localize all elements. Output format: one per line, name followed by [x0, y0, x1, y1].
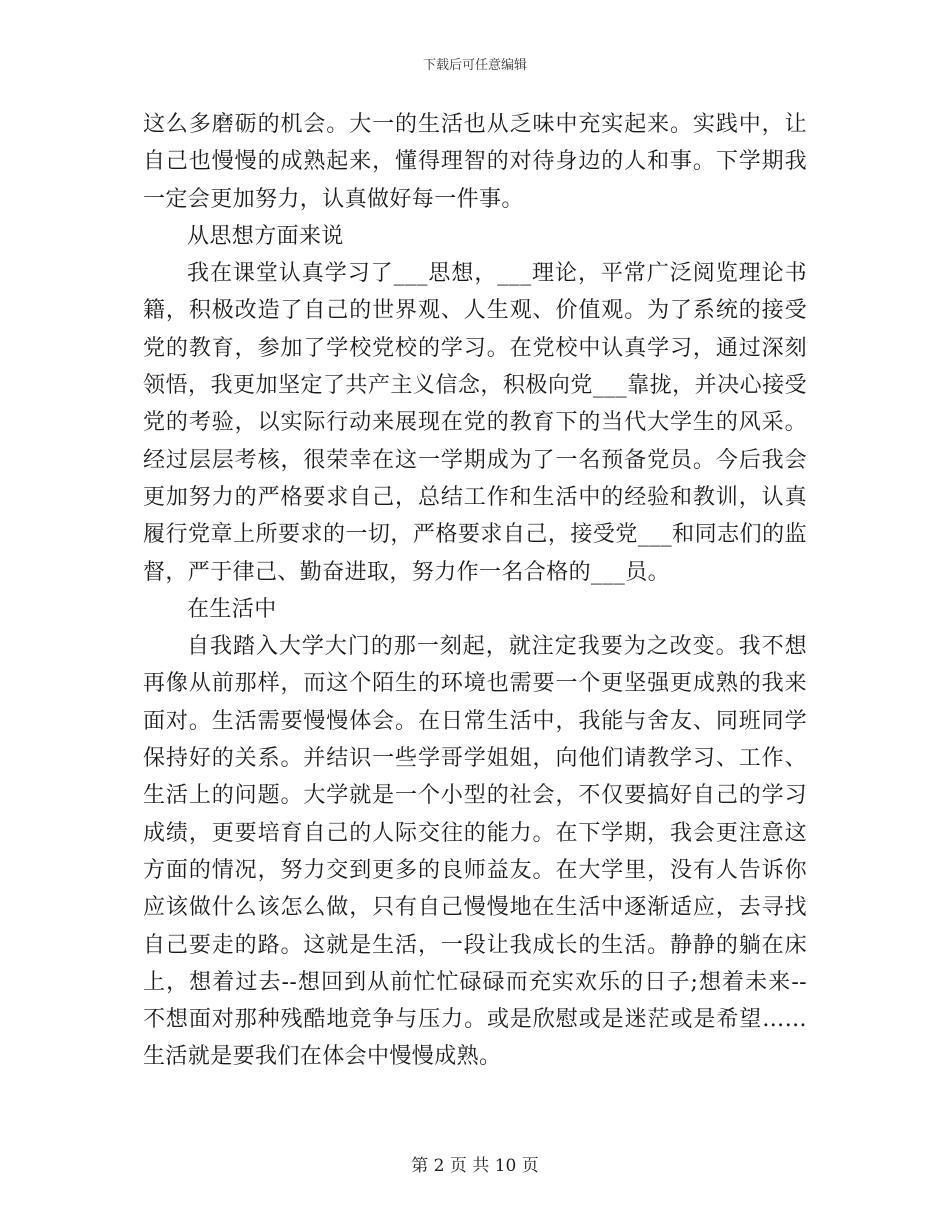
- section-heading-life: 在生活中: [187, 596, 277, 622]
- page-header-note: 下载后可任意编辑: [422, 58, 527, 73]
- paragraph-continuation: 这么多磨砺的机会。大一的生活也从乏味中充实起来。实践中，让自己也慢慢的成熟起来，懂得理智的对待身边的人和事。下学期我一定会更加努力，认真做好每一件事。: [143, 112, 807, 212]
- page-number: 第 2 页 共 10 页: [411, 1156, 539, 1176]
- paragraph-life: 自我踏入大学大门的那一刻起，就注定我要为之改变。我不想再像从前那样，而这个陌生的环境也需要一个更坚强更成熟的我来面对。生活需要慢慢体会。在日常生活中，我能与舍友、同班同学保持好的关系。并结识一些学哥学姐姐，向他们请教学习、工作、生活上的问题。大学就是一个小型的社会，不仅要搞好自己的学习成绩，更要培育自己的人际交往的能力。在下学期，我会更注意这方面的情况，努力交到更多的良师益友。在大学里，没有人告诉你应该做什么该怎么做，只有自己慢慢地在生活中逐渐适应，去寻找自己要走的路。这就是生活，一段让我成长的生活。静静的躺在床上，想着过去--想回到从前忙忙碌碌而充实欢乐的日子;想着未来--不想面对那种残酷地竞争与压力。或是欣慰或是迷茫或是希望……生活就是要我们在体会中慢慢成熟。: [143, 634, 807, 1070]
- paragraph-thought: 我在课堂认真学习了___思想，___理论，平常广泛阅览理论书籍，积极改造了自己的世界观、人生观、价值观。为了系统的接受党的教育，参加了学校党校的学习。在党校中认真学习，通过深刻领悟，我更加坚定了共产主义信念，积极向党___靠拢，并决心接受党的考验，以实际行动来展现在党的教育下的当代大学生的风采。经过层层考核，很荣幸在这一学期成为了一名预备党员。今后我会更加努力的严格要求自己，总结工作和生活中的经验和教训，认真履行党章上所要求的一切，严格要求自己，接受党___和同志们的监督，严于律己、勤奋进取，努力作一名合格的___员。: [143, 261, 807, 585]
- document-body: [143, 106, 807, 1076]
- section-heading-thought: 从思想方面来说: [187, 223, 344, 249]
